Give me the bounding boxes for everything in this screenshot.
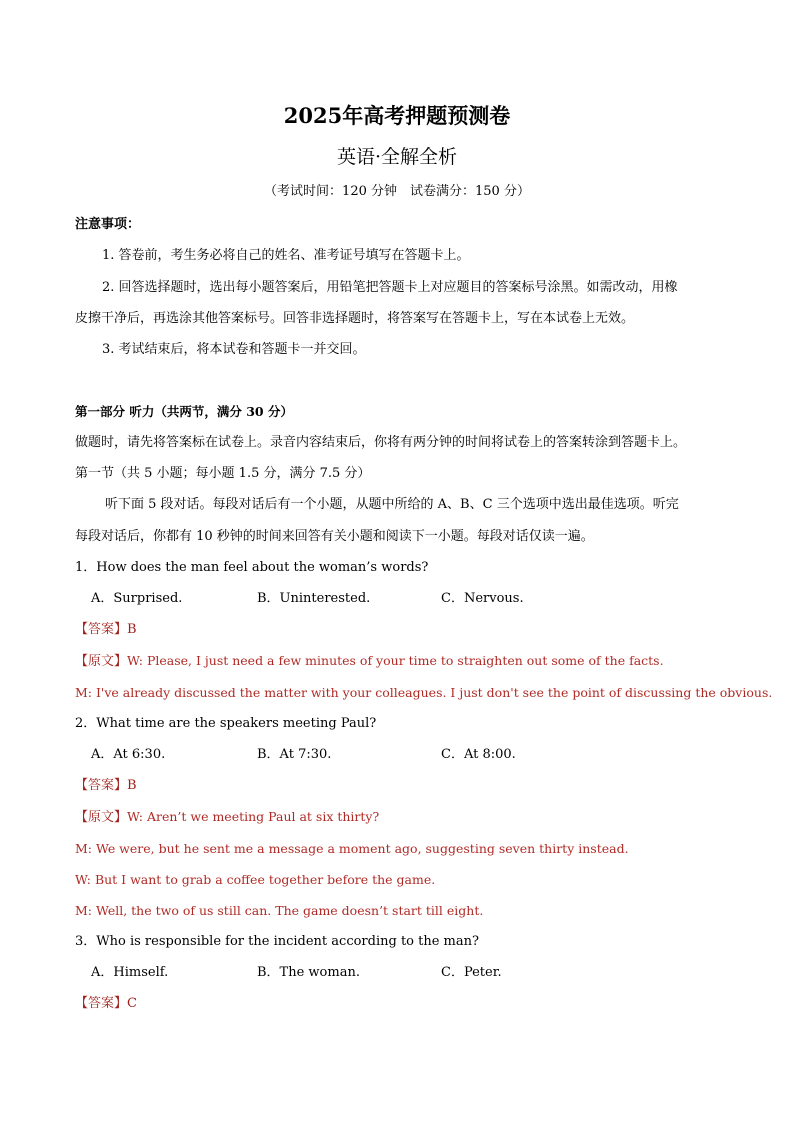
answer-label: 【答案】 — [75, 996, 128, 1011]
q2-transcript-line-2: M: We were, but he sent me a message a moment ago, suggesting seven thirty instead. — [75, 841, 629, 856]
question-text: What time are the speakers meeting Paul? — [96, 716, 377, 731]
section1-heading: 第一节（共 5 小题；每小题 1.5 分，满分 7.5 分） — [75, 466, 371, 481]
question-text: How does the man feel about the woman’s words? — [96, 560, 429, 575]
q2-option-c: C．At 8:00. — [441, 747, 516, 762]
q1-option-a: A．Surprised. — [91, 591, 183, 606]
notice-item-2-line-2: 皮擦干净后，再选涂其他答案标号。回答非选择题时，将答案写在答题卡上，写在本试卷上无效。 — [75, 311, 635, 326]
q2-answer — [75, 777, 137, 795]
question-number: 2． — [75, 716, 97, 731]
directions-line-1: 听下面 5 段对话。每段对话后有一个小题，从题中所给的 A、B、C 三个选项中选出最佳选项。听完 — [105, 497, 679, 512]
exam-time-info: （考试时间：120 分钟 试卷满分：150 分） — [264, 184, 530, 199]
answer-value: B — [127, 622, 137, 637]
question-3 — [75, 933, 479, 951]
answer-value: C — [127, 996, 137, 1011]
notice-item-1: 1. 答卷前，考生务必将自己的姓名、准考证号填写在答题卡上。 — [102, 248, 470, 263]
transcript-text: W: Aren’t we meeting Paul at six thirty? — [127, 809, 380, 824]
q1-answer — [75, 621, 137, 639]
q2-transcript-line-3: W: But I want to grab a coffee together before the game. — [75, 872, 436, 887]
notice-item-3: 3. 考试结束后，将本试卷和答题卡一并交回。 — [102, 342, 366, 357]
answer-label: 【答案】 — [75, 778, 128, 793]
question-number: 3． — [75, 934, 97, 949]
q1-transcript-line-2: M: I've already discussed the matter with your colleagues. I just don't see the point of discussing the obvious. — [75, 685, 773, 700]
q1-transcript-line-1 — [75, 652, 664, 671]
q2-option-b: B．At 7:30. — [257, 747, 332, 762]
part1-instruction: 做题时，请先将答案标在试卷上。录音内容结束后，你将有两分钟的时间将试卷上的答案转涂到答题卡上。 — [75, 435, 687, 450]
answer-value: B — [127, 778, 137, 793]
q3-option-c: C．Peter. — [441, 965, 502, 980]
q2-transcript-line-1 — [75, 808, 379, 827]
q2-transcript-line-4: M: Well, the two of us still can. The game doesn’t start till eight. — [75, 903, 484, 918]
question-text: Who is responsible for the incident according to the man? — [96, 934, 479, 949]
answer-label: 【答案】 — [75, 622, 128, 637]
directions-line-2: 每段对话后，你都有 10 秒钟的时间来回答有关小题和阅读下一小题。每段对话仅读一遍。 — [75, 529, 594, 544]
q3-option-b: B．The woman. — [257, 965, 360, 980]
question-2 — [75, 715, 376, 733]
notice-item-2-line-1: 2. 回答选择题时，选出每小题答案后，用铅笔把答题卡上对应题目的答案标号涂黑。如需改动，用橡 — [102, 280, 678, 295]
transcript-label: 【原文】 — [75, 810, 128, 825]
q2-option-a: A．At 6:30. — [91, 747, 166, 762]
part1-heading: 第一部分 听力（共两节，满分 30 分） — [75, 404, 293, 419]
notice-heading: 注意事项： — [75, 217, 141, 232]
q1-option-b: B．Uninterested. — [257, 591, 371, 606]
q3-answer — [75, 995, 137, 1013]
exam-title: 2025年高考押题预测卷 — [283, 103, 511, 128]
exam-subtitle: 英语·全解全析 — [336, 146, 458, 168]
transcript-text: W: Please, I just need a few minutes of your time to straighten out some of the facts. — [127, 653, 664, 668]
q3-option-a: A．Himself. — [91, 965, 169, 980]
transcript-label: 【原文】 — [75, 654, 128, 669]
q1-option-c: C．Nervous. — [441, 591, 524, 606]
question-1 — [75, 559, 428, 577]
question-number: 1． — [75, 560, 97, 575]
